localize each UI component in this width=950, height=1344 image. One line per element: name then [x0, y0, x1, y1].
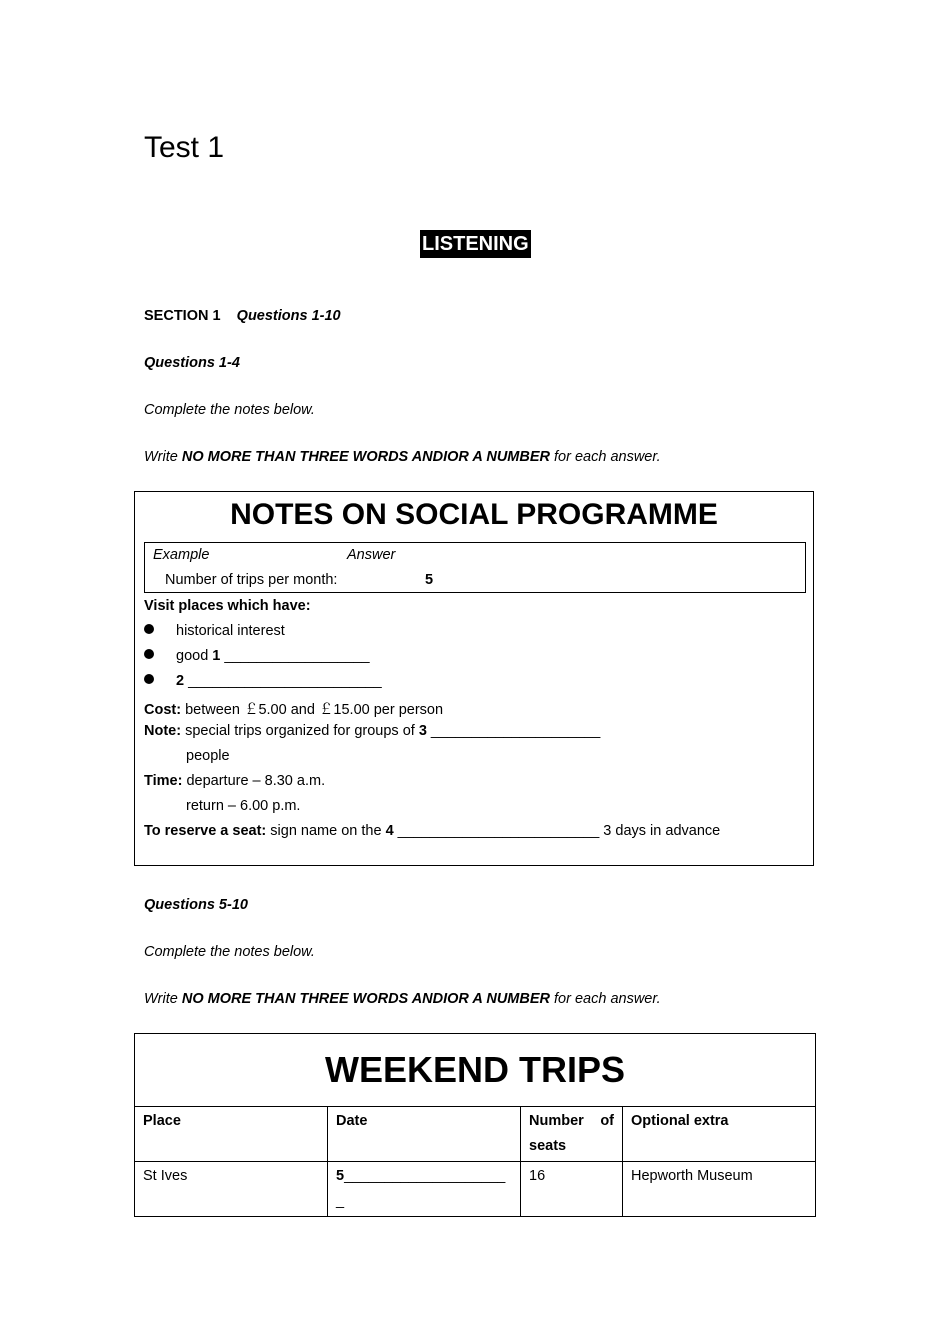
answer-blank: _________________________ — [393, 823, 600, 839]
bullet-text: historical interest — [176, 623, 285, 639]
cost-text: between ￡5.00 and ￡15.00 per person — [181, 702, 444, 718]
table-header-row — [135, 1107, 816, 1162]
time-departure: departure – 8.30 a.m. — [182, 773, 326, 789]
question-number: 1 — [212, 648, 221, 664]
header-extra: Optional extra — [623, 1107, 816, 1162]
note-continuation: people — [186, 748, 230, 764]
bullet-item — [144, 648, 370, 664]
header-date: Date — [328, 1107, 521, 1162]
part2-write-instruction — [144, 991, 661, 1007]
write-post: for each answer. — [550, 991, 661, 1007]
write-bold: NO MORE THAN THREE WORDS ANDIOR A NUMBER — [181, 449, 550, 465]
cost-line — [144, 698, 443, 719]
write-bold: NO MORE THAN THREE WORDS ANDIOR A NUMBER — [181, 991, 550, 1007]
answer-blank: __________________ — [220, 648, 370, 664]
note-text: special trips organized for groups of — [181, 723, 419, 739]
time-return: return – 6.00 p.m. — [186, 798, 301, 814]
notes-title: NOTES ON SOCIAL PROGRAMME — [230, 498, 718, 531]
reserve-text: sign name on the — [266, 823, 386, 839]
example-answer: 5 — [425, 572, 434, 588]
time-label: Time: — [144, 773, 183, 789]
cell-extra: Hepworth Museum — [623, 1162, 816, 1217]
bullet-text: good — [176, 648, 213, 664]
part1-write-instruction — [144, 449, 661, 465]
test-title: Test 1 — [144, 131, 225, 164]
header-place: Place — [135, 1107, 328, 1162]
part1-instruction: Complete the notes below. — [144, 402, 315, 418]
cell-date — [328, 1162, 521, 1217]
example-label: Example — [153, 547, 210, 563]
answer-blank: _____________________ — [426, 723, 601, 739]
answer-blank: ____________________ _ — [336, 1168, 506, 1209]
weekend-trips-table — [134, 1033, 816, 1217]
header-seats: Number of seats — [521, 1107, 623, 1162]
reserve-line — [144, 823, 720, 839]
reserve-label: To reserve a seat: — [144, 823, 267, 839]
write-pre: Write — [144, 991, 182, 1007]
question-number: 4 — [385, 823, 394, 839]
note-line — [144, 723, 600, 739]
answer-blank: ________________________ — [184, 673, 382, 689]
example-box — [144, 542, 806, 593]
section-questions: Questions 1-10 — [236, 308, 341, 324]
note-label: Note: — [144, 723, 182, 739]
cost-label: Cost: — [144, 702, 182, 718]
cell-place: St Ives — [135, 1162, 328, 1217]
reserve-post: 3 days in advance — [599, 823, 721, 839]
example-question: Number of trips per month: — [165, 572, 338, 588]
question-number: 5 — [336, 1168, 345, 1184]
answer-label: Answer — [347, 547, 396, 563]
part2-instruction: Complete the notes below. — [144, 944, 315, 960]
bullet-item — [144, 673, 382, 689]
social-programme-notes — [134, 491, 814, 866]
table-row — [135, 1162, 816, 1217]
section-label: SECTION 1 — [144, 308, 221, 324]
time-line — [144, 773, 325, 789]
write-pre: Write — [144, 449, 182, 465]
section-heading — [144, 308, 341, 324]
bullet-icon — [144, 624, 154, 634]
part2-questions: Questions 5-10 — [144, 897, 248, 913]
part1-questions: Questions 1-4 — [144, 355, 240, 371]
listening-heading: LISTENING — [420, 230, 531, 258]
question-number: 2 — [176, 673, 185, 689]
visit-heading: Visit places which have: — [144, 598, 311, 614]
question-number: 3 — [418, 723, 427, 739]
weekend-title: WEEKEND TRIPS — [135, 1034, 816, 1107]
write-post: for each answer. — [550, 449, 661, 465]
bullet-icon — [144, 649, 154, 659]
bullet-item — [144, 623, 285, 639]
cell-seats: 16 — [521, 1162, 623, 1217]
bullet-icon — [144, 674, 154, 684]
